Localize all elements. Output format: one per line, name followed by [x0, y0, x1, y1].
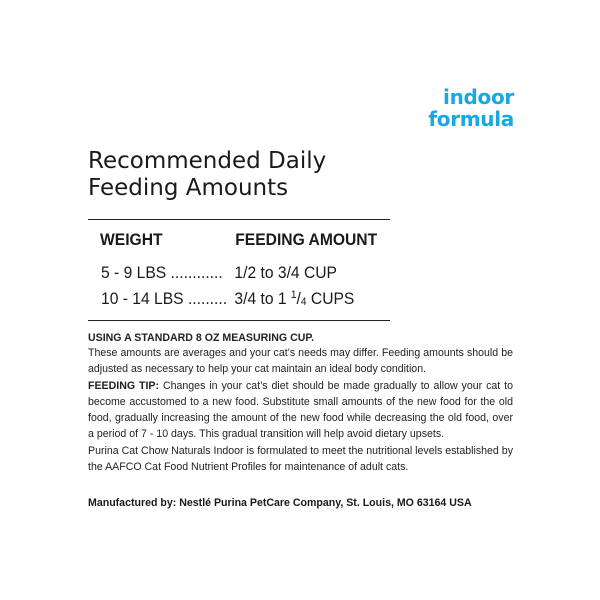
row-dot-leader: ............: [166, 263, 223, 282]
fraction-denominator: 4: [300, 296, 307, 308]
table-row: [101, 263, 337, 283]
row-feeding-amount: 1/2 to 3/4 CUP: [234, 263, 337, 282]
badge-line-2: formula: [428, 107, 514, 131]
feeding-tip-text: Changes in your cat’s diet should be made gradually to allow your cat to become accustomed to a new food. Substitute small amounts of the new food for the old food, gradually increasing the amount of the new food while decreasing the old food, over a period of 7 - 10 days. This gradual transition will help avoid dietary upsets.: [88, 380, 513, 440]
row-feeding-amount: 3/4 to 1 $^1$/4 CUPS: [234, 289, 355, 308]
table-bottom-divider: [88, 320, 390, 321]
amount-suffix: CUPS: [306, 289, 355, 308]
table-top-divider: [88, 219, 390, 220]
feeding-tip-paragraph: [88, 378, 513, 442]
row-dot-leader: .........: [183, 289, 228, 308]
feeding-tip-label: FEEDING TIP:: [88, 380, 160, 392]
row-weight: 10 - 14 LBS: [101, 289, 184, 308]
indoor-formula-badge: [428, 86, 514, 130]
averages-paragraph: These amounts are averages and your cat’s needs may differ. Feeding amounts should be adjusted as necessary to help your cat maintain an ideal body condition.: [88, 347, 513, 375]
title-line-2: Feeding Amounts: [88, 175, 289, 201]
row-weight: 5 - 9 LBS: [101, 263, 167, 282]
page-title: [88, 148, 448, 202]
table-row: [101, 289, 355, 309]
fraction-numerator: 1: [290, 289, 297, 301]
badge-line-1: indoor: [443, 85, 514, 109]
title-line-1: Recommended Daily: [88, 148, 327, 174]
measuring-cup-heading: USING A STANDARD 8 OZ MEASURING CUP.: [88, 332, 315, 344]
weight-column-header: WEIGHT: [100, 230, 163, 249]
amount-prefix: 3/4 to 1: [234, 289, 291, 308]
feeding-amount-column-header: FEEDING AMOUNT: [235, 230, 378, 249]
aafco-statement: Purina Cat Chow Naturals Indoor is formulated to meet the nutritional levels established by the AAFCO Cat Food Nutrient Profiles for maintenance of adult cats.: [88, 445, 513, 473]
manufacturer-line: Manufactured by: Nestlé Purina PetCare Company, St. Louis, MO 63164 USA: [88, 497, 472, 509]
